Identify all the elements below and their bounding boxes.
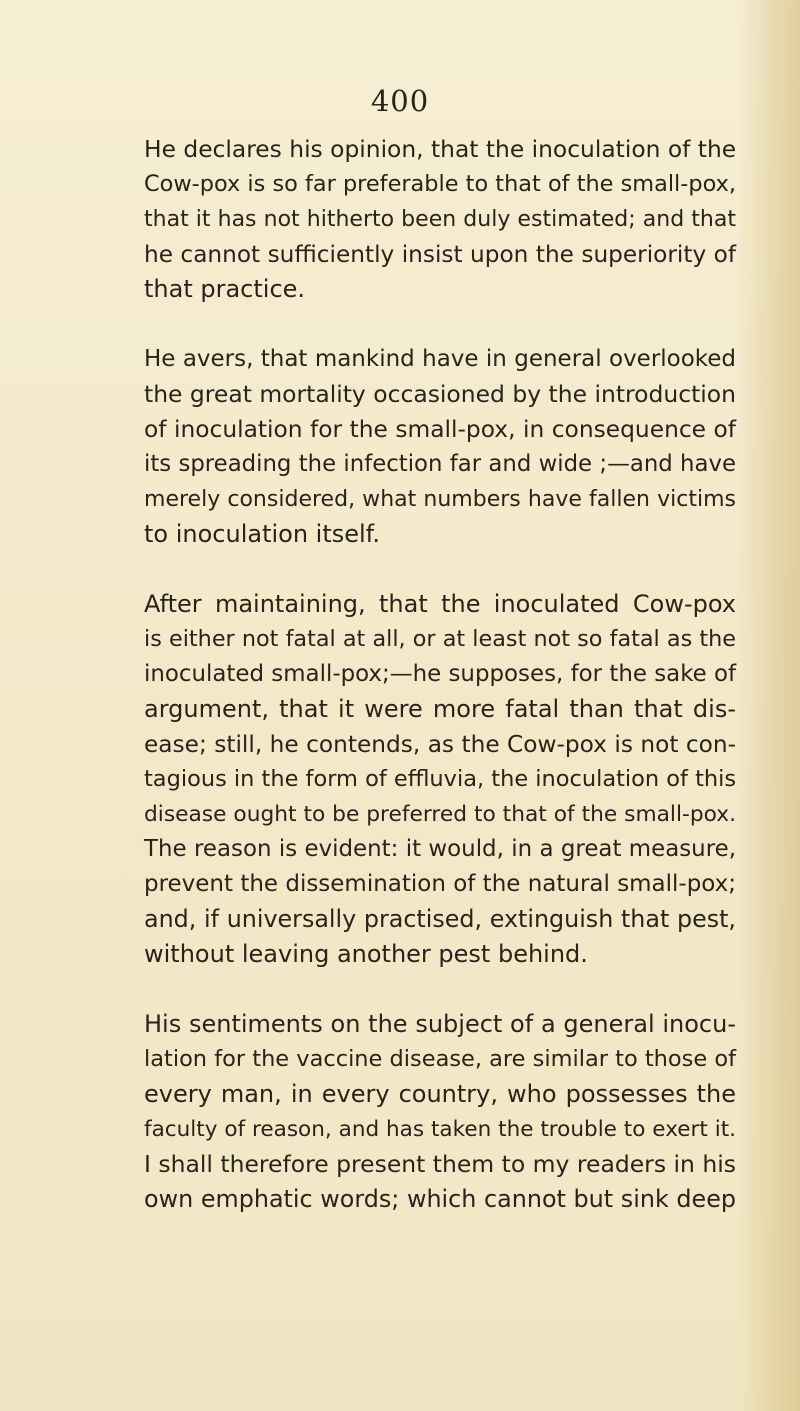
text-line: he cannot sufficiently insist upon the superiority of (144, 241, 736, 268)
page-number: 400 (370, 84, 430, 118)
text-line: without leaving another pest behind. (144, 940, 588, 968)
page-edge-shading (740, 0, 800, 1411)
text-line: the great mortality occasioned by the introduction (144, 380, 737, 408)
text-line: The reason is evident: it would, in a great measure, (144, 836, 736, 862)
text-line: His sentiments on the subject of a general inocu- (144, 1010, 736, 1038)
paragraph (144, 587, 736, 972)
text-line: argument, that it were more fatal than that dis- (144, 695, 736, 723)
text-line: own emphatic words; which cannot but sink deep (144, 1185, 736, 1213)
text-line: to inoculation itself. (144, 520, 381, 548)
text-line: its spreading the infection far and wide ;—and have (144, 451, 736, 477)
text-line: ease; still, he contends, as the Cow-pox is not con- (144, 731, 736, 758)
text-line: of inoculation for the small-pox, in consequence of (144, 415, 736, 443)
text-line: tagious in the form of effluvia, the inoculation of this (144, 766, 737, 792)
paragraph (144, 342, 736, 552)
text-line: disease ought to be preferred to that of the small-pox. (144, 802, 736, 827)
text-line: faculty of reason, and has taken the trouble to exert it. (144, 1117, 736, 1142)
text-line: He declares his opinion, that the inoculation of the (144, 135, 737, 163)
paragraph (144, 1007, 736, 1217)
text-line: Cow-pox is so far preferable to that of the small-pox, (144, 171, 736, 197)
text-line: merely considered, what numbers have fallen victims (144, 487, 736, 512)
text-line: is either not fatal at all, or at least not so fatal as the (144, 626, 736, 652)
text-line: I shall therefore present them to my readers in his (144, 1150, 736, 1178)
text-line: prevent the dissemination of the natural small-pox; (144, 871, 736, 897)
text-line: every man, in every country, who possesses the (144, 1080, 736, 1108)
text-line: that it has not hitherto been duly estimated; and that (144, 207, 736, 232)
text-line: that practice. (144, 275, 306, 303)
text-line: lation for the vaccine disease, are similar to those of (144, 1046, 736, 1072)
text-line: inoculated small-pox;—he supposes, for the sake of (144, 661, 737, 687)
text-line: After maintaining, that the inoculated Cow-pox (144, 590, 736, 618)
body-text (144, 132, 736, 1252)
text-line: He avers, that mankind have in general overlooked (144, 346, 736, 372)
paragraph (144, 132, 736, 307)
text-line: and, if universally practised, extinguish that pest, (144, 905, 736, 933)
